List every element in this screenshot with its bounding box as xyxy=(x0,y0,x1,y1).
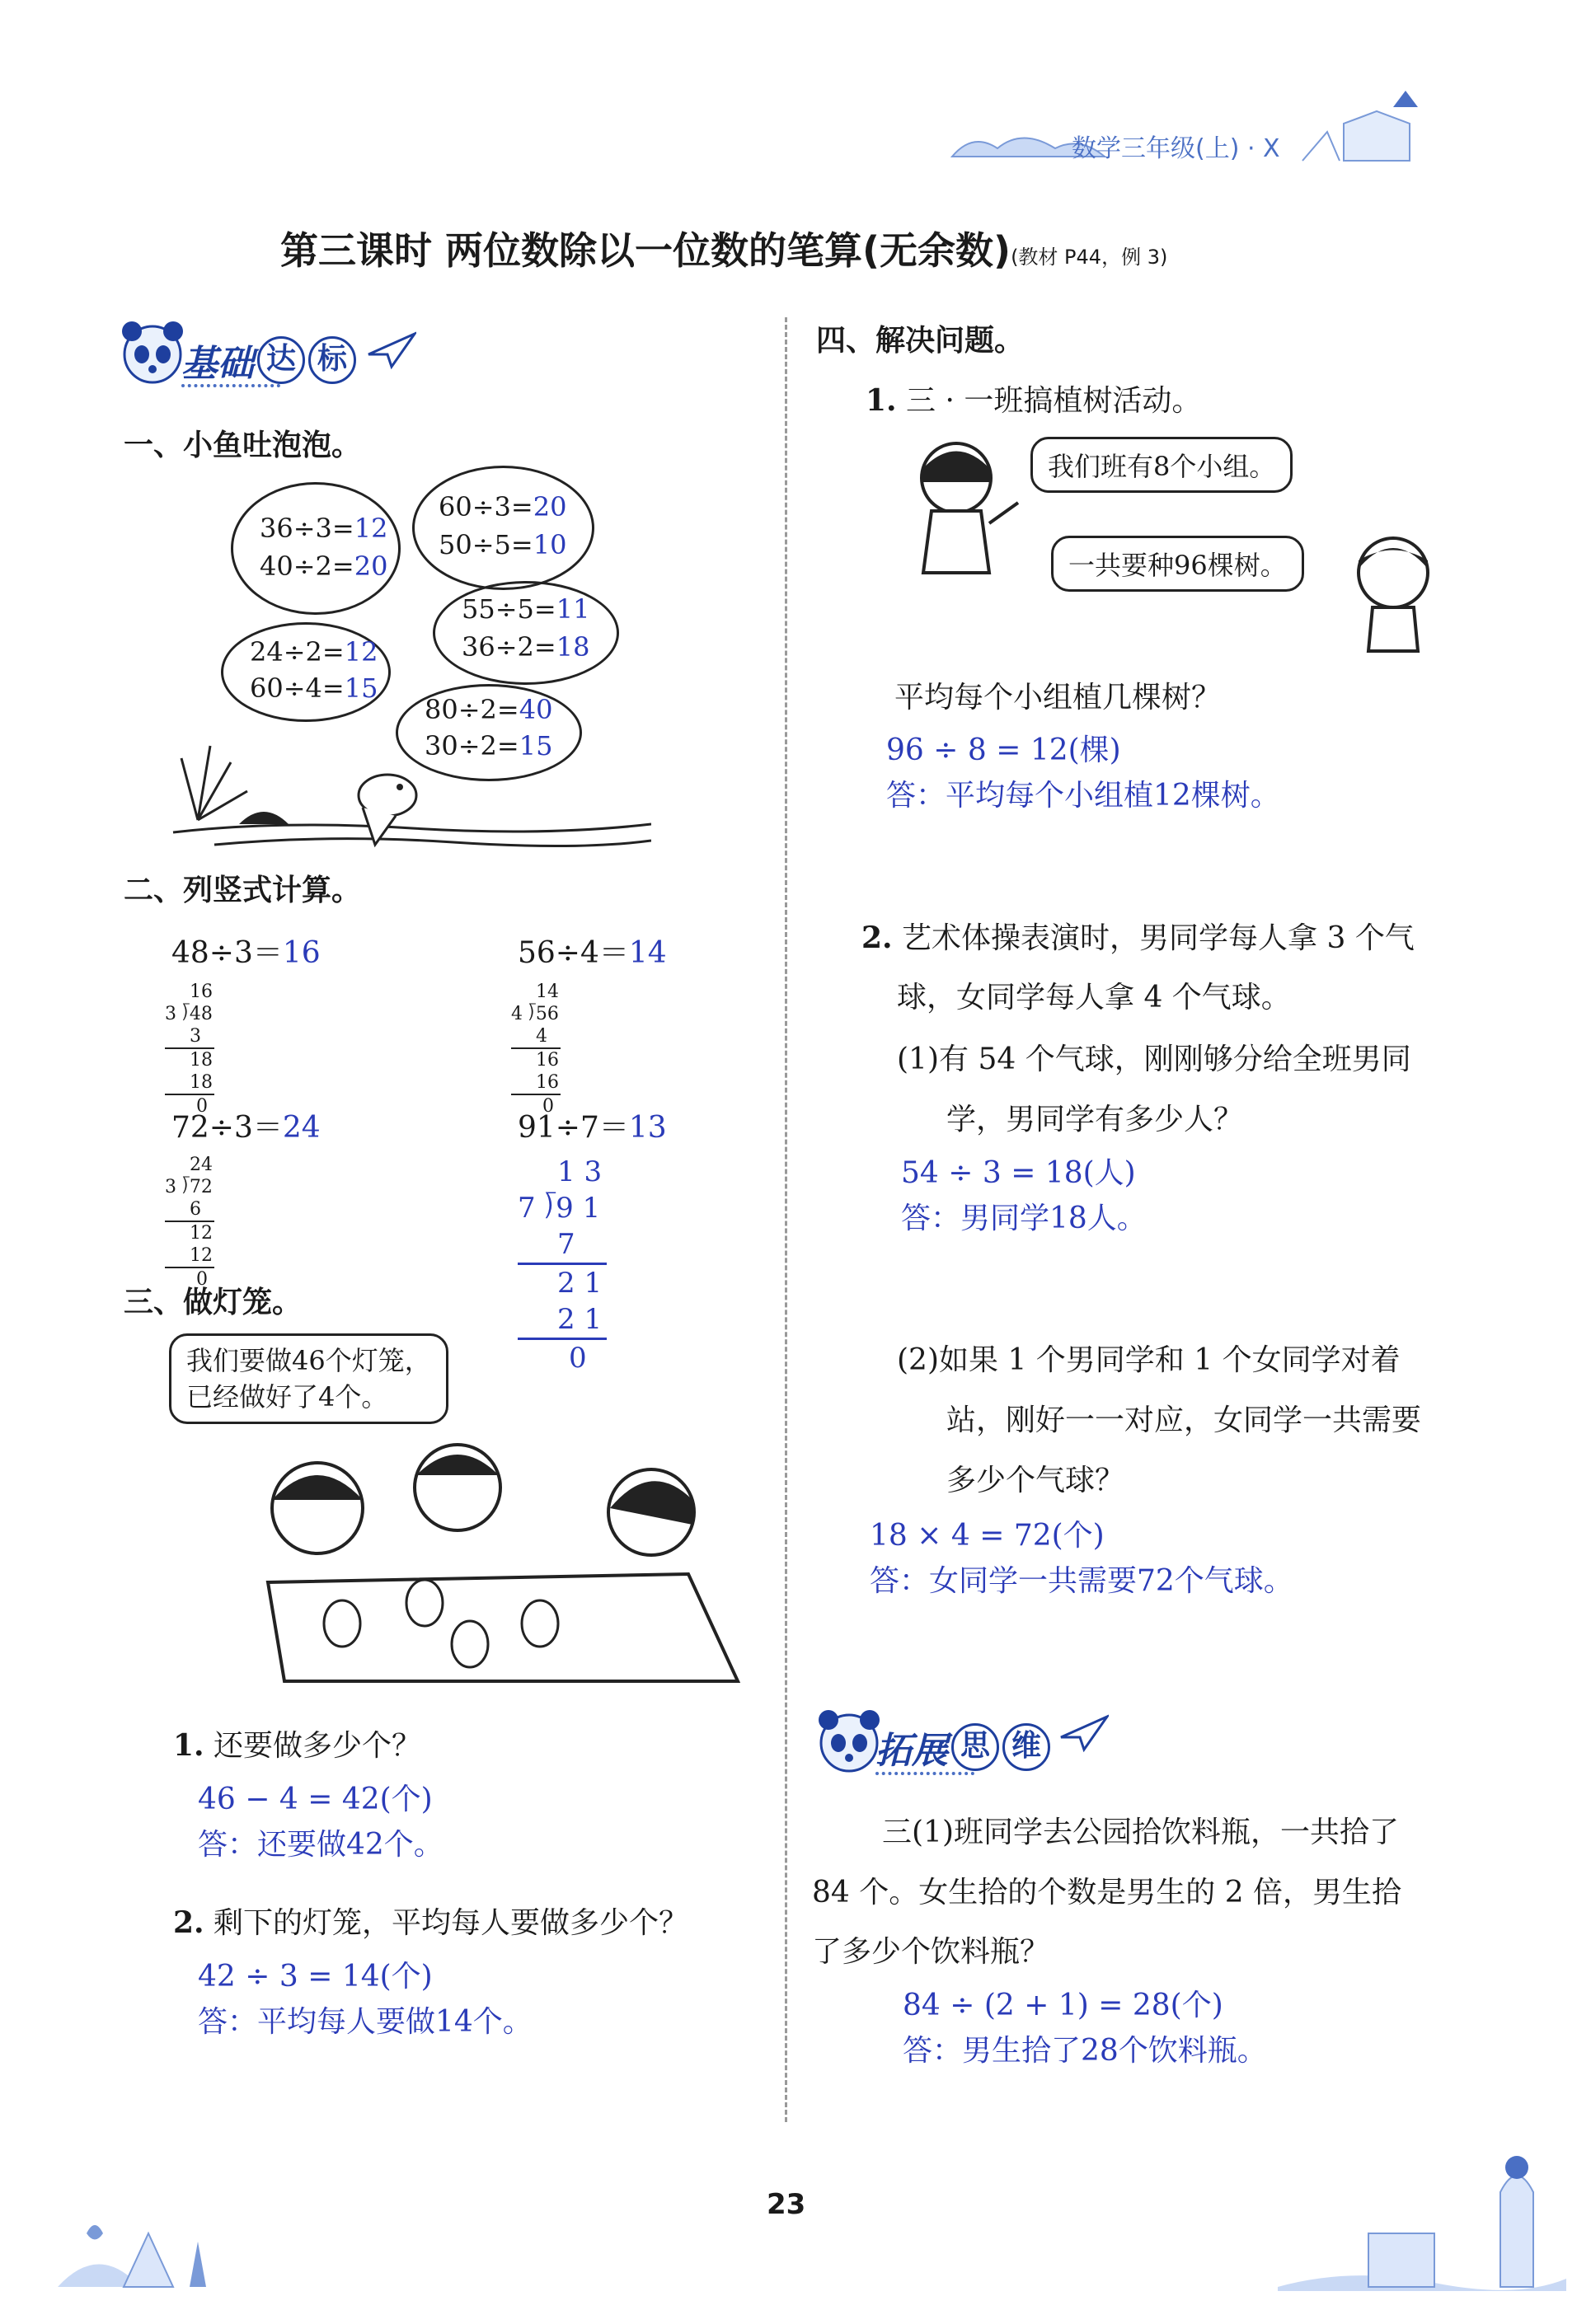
tree-answer: 答：平均每个小组植12棵树。 xyxy=(886,779,1280,813)
bubble-4-line1: 24÷2=12 xyxy=(250,636,378,668)
lesson-title-main: 第三课时 两位数除以一位数的笔算(无余数) xyxy=(280,228,1011,273)
extension-calc: 84 ÷ (2 + 1) = 28(个) xyxy=(903,1989,1223,2022)
balloon-sub2-answer: 答：女同学一共需要72个气球。 xyxy=(870,1564,1293,1598)
tree-problem-intro: 1. 三 · 一班搞植树活动。 xyxy=(866,383,1202,418)
bubble-2-line2: 50÷5=10 xyxy=(439,529,567,560)
footer-decoration-right xyxy=(1270,2143,1566,2291)
bubble-1-line1: 36÷3=12 xyxy=(260,513,388,544)
basic-badge-char2: 标 xyxy=(308,336,356,384)
basic-badge-text: 基础 xyxy=(181,343,254,385)
lantern-q1-answer: 答：还要做42个。 xyxy=(198,1828,444,1862)
bubble-4-line2: 60÷4=15 xyxy=(250,672,378,704)
page-number: 23 xyxy=(767,2188,806,2221)
extension-badge xyxy=(875,1721,1050,1773)
balloon-sub2-line1: (2)如果 1 个男同学和 1 个女同学对着 xyxy=(897,1343,1401,1377)
bubble-1-line2: 40÷2=20 xyxy=(260,551,388,582)
lesson-title xyxy=(280,221,1167,275)
column-divider xyxy=(785,317,787,2122)
footer-decoration-left xyxy=(49,2143,297,2291)
balloon-problem-line1: 2. 艺术体操表演时，男同学每人拿 3 个气 xyxy=(861,921,1415,955)
lantern-q2-answer: 答：平均每人要做14个。 xyxy=(198,2005,533,2039)
balloon-sub1-answer: 答：男同学18人。 xyxy=(901,1202,1147,1235)
lesson-title-source: (教材 P44，例 3) xyxy=(1011,246,1168,269)
extension-line2: 84 个。女生拾的个数是男生的 2 倍，男生拾 xyxy=(812,1876,1402,1909)
basic-badge-char1: 达 xyxy=(257,336,305,384)
long-division-72-3: 24 3 ⟌72 6 12 12 0 xyxy=(165,1155,213,1290)
extension-badge-underline xyxy=(875,1772,974,1775)
lantern-q1: 1. 还要做多少个？ xyxy=(173,1728,422,1763)
long-division-56-4: 14 4 ⟌56 4 16 16 0 xyxy=(511,982,559,1117)
problem-91-7: 91÷7＝13 xyxy=(518,1111,667,1145)
bubble-2 xyxy=(412,466,594,590)
girl-illustration xyxy=(894,433,1026,581)
bubble-3-line1: 55÷5=11 xyxy=(462,593,590,625)
problem-72-3: 72÷3＝24 xyxy=(171,1111,321,1145)
extension-badge-char1: 思 xyxy=(951,1723,999,1771)
lantern-q2-calc: 42 ÷ 3 = 14(个) xyxy=(198,1960,433,1994)
kids-making-lanterns-illustration xyxy=(194,1434,763,1706)
panda-icon xyxy=(115,313,190,396)
fish-pond-illustration xyxy=(165,742,651,857)
bubble-5-line2: 30÷2=15 xyxy=(425,730,553,761)
section4-title: 四、解决问题。 xyxy=(816,324,1025,358)
extension-answer: 答：男生拾了28个饮料瓶。 xyxy=(903,2034,1267,2068)
extension-line3: 了多少个饮料瓶？ xyxy=(812,1935,1050,1969)
section2-title: 二、列竖式计算。 xyxy=(124,874,362,907)
bubble-5-line1: 80÷2=40 xyxy=(425,694,553,725)
balloon-sub1-line1: (1)有 54 个气球，刚刚够分给全班男同 xyxy=(897,1043,1411,1076)
paper-plane-icon-2 xyxy=(1059,1713,1109,1754)
long-division-91-7: 1 3 7 ⟌9 1 7 2 1 2 1 0 xyxy=(518,1154,607,1376)
problem-56-4: 56÷4＝14 xyxy=(518,936,667,970)
long-division-48-3: 16 3 ⟌48 3 18 18 0 xyxy=(165,982,213,1117)
extension-line1: 三(1)班同学去公园拾饮料瓶，一共拾了 xyxy=(882,1816,1399,1849)
balloon-sub1-line2: 学，男同学有多少人？ xyxy=(946,1103,1244,1136)
problem-48-3: 48÷3＝16 xyxy=(171,936,321,970)
speech-96-trees: 一共要种96棵树。 xyxy=(1051,536,1304,592)
bubble-1 xyxy=(231,482,401,615)
section1-title: 一、小鱼吐泡泡。 xyxy=(124,429,362,462)
bubble-2-line1: 60÷3=20 xyxy=(439,491,567,522)
header-subject: 数学三年级(上) · X xyxy=(1072,134,1280,163)
boy-illustration xyxy=(1340,527,1447,655)
bubble-3-line2: 36÷2=18 xyxy=(462,631,590,663)
balloon-sub2-line3: 多少个气球？ xyxy=(946,1464,1125,1497)
tree-calc: 96 ÷ 8 = 12(棵) xyxy=(886,733,1121,767)
extension-badge-char2: 维 xyxy=(1002,1723,1050,1771)
balloon-sub2-calc: 18 × 4 = 72(个) xyxy=(870,1519,1105,1553)
lantern-q2: 2. 剩下的灯笼，平均每人要做多少个？ xyxy=(173,1905,689,1940)
balloon-sub1-calc: 54 ÷ 3 = 18(人) xyxy=(901,1156,1136,1190)
badge-underline xyxy=(181,384,280,387)
paper-plane-icon xyxy=(367,330,416,371)
section3-title: 三、做灯笼。 xyxy=(124,1286,303,1319)
tree-question: 平均每个小组植几棵树？ xyxy=(894,681,1222,715)
balloon-sub2-line2: 站，刚好一一对应，女同学一共需要 xyxy=(946,1403,1422,1437)
balloon-problem-line2: 球，女同学每人拿 4 个气球。 xyxy=(897,981,1291,1014)
extension-badge-text: 拓展 xyxy=(875,1730,948,1772)
lantern-q1-calc: 46 − 4 = 42(个) xyxy=(198,1783,433,1816)
lantern-speech-bubble: 我们要做46个灯笼， 已经做好了4个。 xyxy=(169,1333,448,1424)
basic-badge xyxy=(181,334,356,387)
speech-8-groups: 我们班有8个小组。 xyxy=(1030,437,1293,493)
